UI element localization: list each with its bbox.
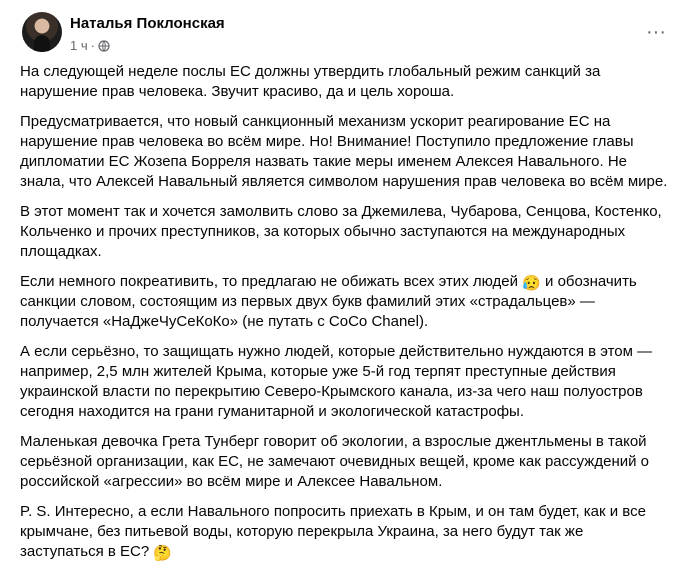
more-options-button[interactable]: [640, 16, 672, 48]
post-time[interactable]: 1 ч: [70, 37, 88, 53]
privacy-globe-icon: [98, 40, 110, 52]
post-paragraph-2: Предусматривается, что новый санкционный механизм ускорит реагирование ЕС на нарушение прав человека во всём мире. Но! Внимание! Поступило предложение главы дипломатии ЕС Жозепа Борреля назвать такие меры именем Алексея Навального. Не знала, что Алексей Навальный является символом нарушения прав человека во всём мире.: [20, 113, 668, 190]
paragraph-7-text: P. S. Интересно, а если Навального попросить приехать в Крым, и он там будет, как и все крымчане, без питьевой воды, которую перекрыла Украина, за него будут так же заступаться в ЕС?: [20, 503, 646, 560]
more-dots-icon: ···: [646, 21, 666, 43]
post-paragraph-3: В этот момент так и хочется замолвить слово за Джемилева, Чубарова, Сенцова, Костенко, Кольченко и прочих преступников, за которых обычно заступаются на международных площадках.: [20, 203, 662, 260]
thinking-face-emoji-icon: 🤔: [153, 545, 173, 562]
post-paragraph-4: [20, 272, 670, 332]
sad-relieved-face-emoji-icon: 😥: [522, 275, 541, 292]
paragraph-4-text-end: и обозначить санкции словом, состоящим из первых двух букв фамилий этих «страдальцев» — получается «НаДжеЧуСеКоКо» (не путать с CoCo Chanel).: [20, 273, 637, 330]
post-paragraph-1: На следующей неделе послы ЕС должны утвердить глобальный режим санкций за нарушение прав человека. Звучит красиво, да и цель хороша.: [20, 63, 601, 100]
paragraph-4-text-start: Если немного покреативить, то предлагаю не обижать всех этих людей: [20, 273, 519, 290]
author-name[interactable]: Наталья Поклонская: [70, 15, 225, 32]
meta-separator: ·: [90, 37, 95, 53]
post-paragraph-7: [20, 502, 670, 562]
post-meta: [70, 37, 110, 53]
post-paragraph-5: А если серьёзно, то защищать нужно людей, которые действительно нуждаются в этом — например, 2,5 млн жителей Крыма, которые уже 5-й год терпят преступные действия украинской власти по перекрытию Северо-Крымского канала, из-за чего наш полуостров сегодня находится на грани гуманитарной и экологической катастрофы.: [20, 343, 653, 420]
post-header: [22, 12, 672, 56]
post-paragraph-6: Маленькая девочка Грета Тунберг говорит об экологии, а взрослые джентльмены в такой серьёзной организации, как ЕС, не замечают очевидных вещей, кроме как рассуждений о российской «агрессии» во всём мире и Алексее Навальном.: [20, 433, 649, 490]
author-avatar[interactable]: [22, 12, 62, 52]
post-text: [20, 62, 670, 572]
